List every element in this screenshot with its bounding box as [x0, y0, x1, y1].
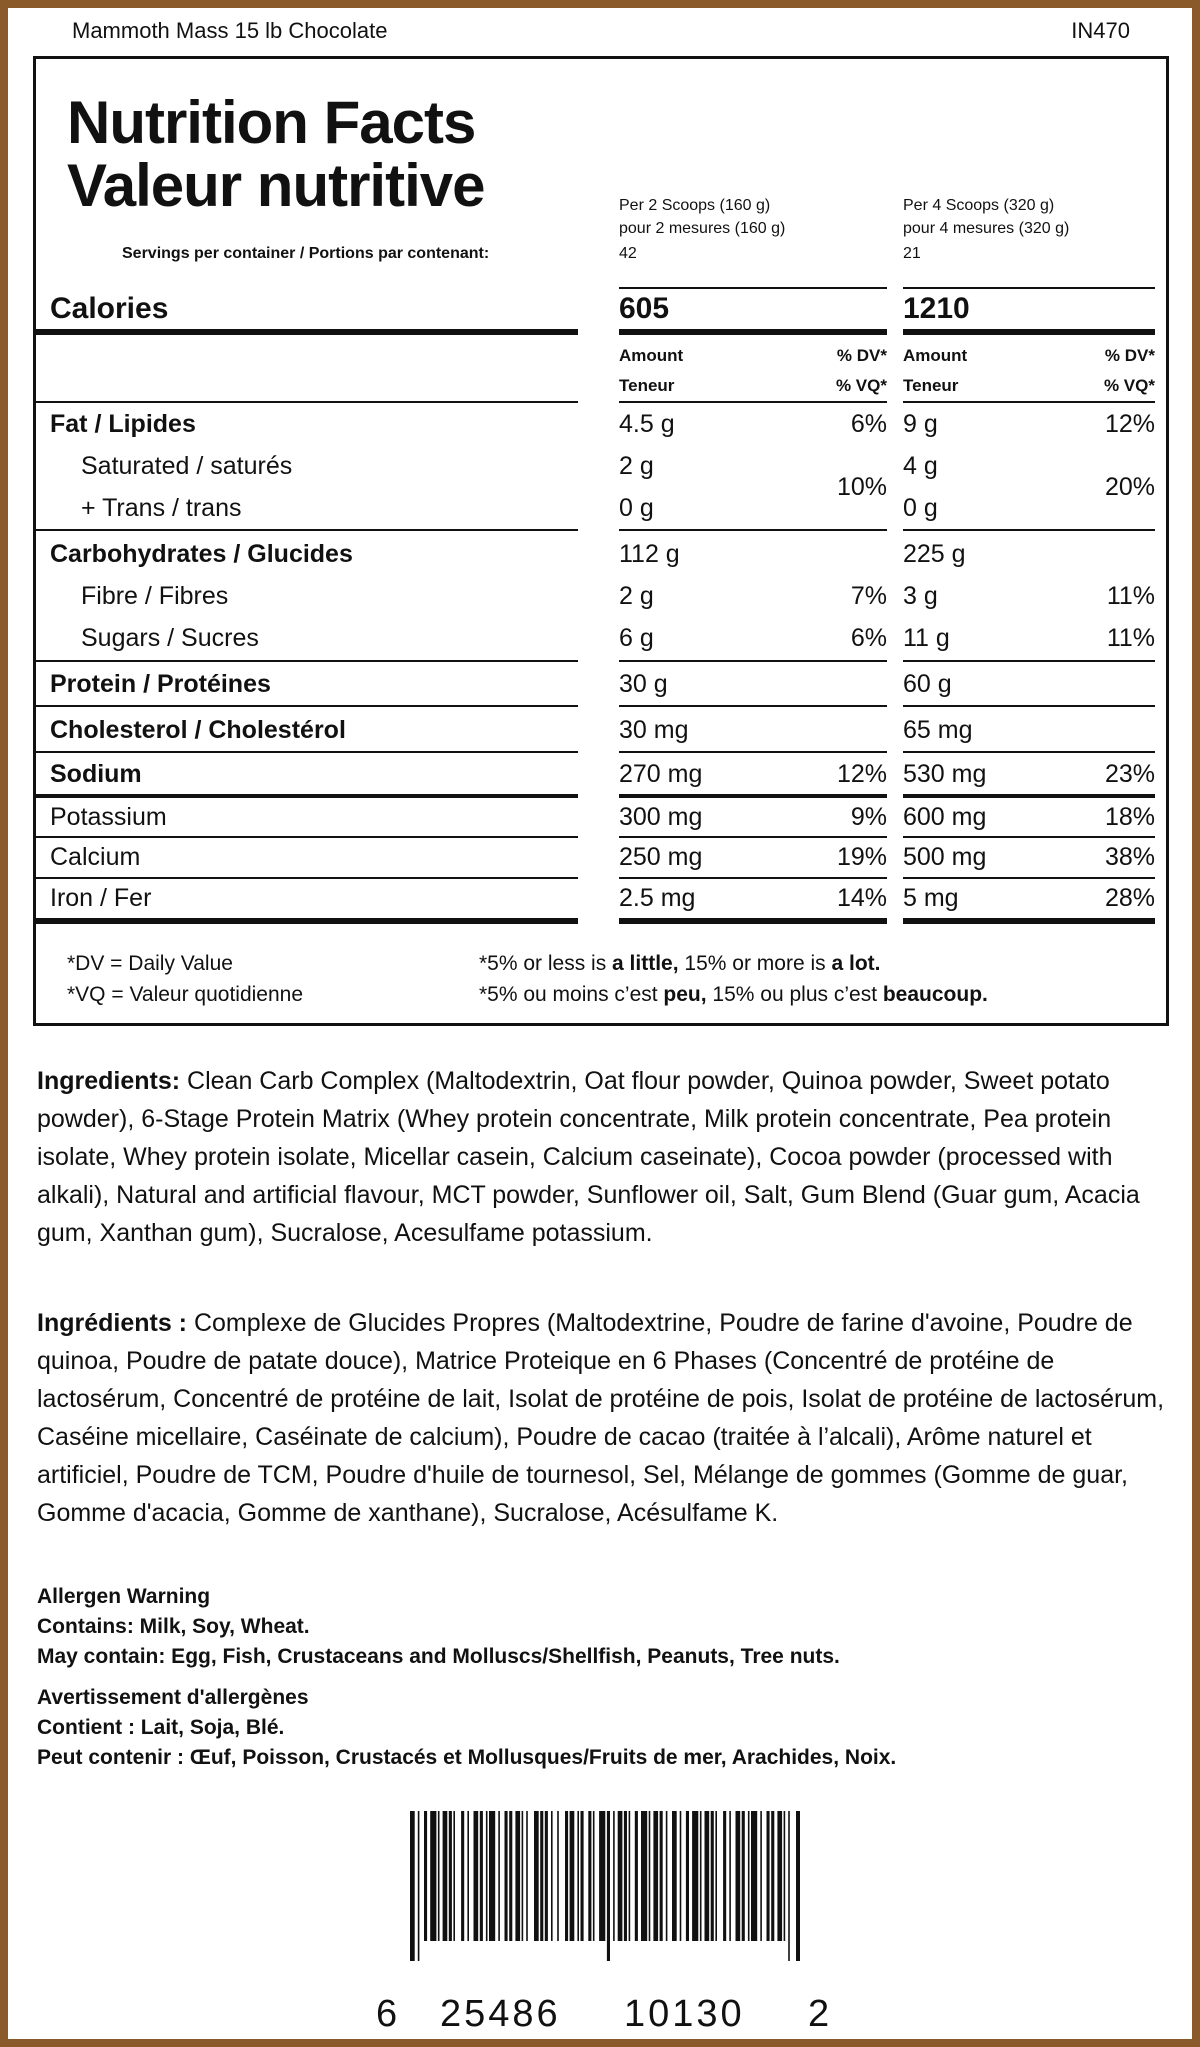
- barcode-bar: [515, 1811, 520, 1941]
- ingredients-fr: Ingrédients : Complexe de Glucides Propres (Maltodextrine, Poudre de farine d'avoine, Poudre de quinoa, Poudre de patate douce), Matrice Proteique en 6 Phases (Concentré de protéine de lactosérum, Concentré de protéine de lait, Isolat de protéine de pois, Isolat de protéine de lactosérum, Caséine micellaire, Caséinate de calcium), Poudre de cacao (traitée à l’alcali), Arôme naturel et artificiel, Poudre de TCM, Poudre d'huile de tournesol, Sel, Mélange de gommes (Gomme de guar, Gomme d'acacia, Gomme de xanthane), Sucralose, Acésulfame K.: [37, 1309, 1165, 1527]
- allergen-contains-en: Contains: Milk, Soy, Wheat.: [37, 1615, 310, 1638]
- barcode-bar: [635, 1811, 638, 1941]
- barcode-bar: [723, 1811, 726, 1941]
- barcode-bar: [748, 1811, 750, 1941]
- calories-label: Calories: [50, 292, 169, 325]
- col2-dv-header: % DV* % VQ*: [1103, 346, 1155, 395]
- nutrition-title-en: Nutrition Facts: [67, 89, 476, 156]
- col1-amount: 30 mg: [619, 716, 689, 744]
- barcode-bar: [557, 1811, 559, 1941]
- barcode-bar: [498, 1811, 500, 1941]
- col1-amount: 250 mg: [619, 843, 703, 871]
- barcode-bar: [660, 1811, 663, 1941]
- divider: [903, 529, 1155, 531]
- barcode-bar: [649, 1811, 651, 1941]
- ingredients-en: Ingredients: Clean Carb Complex (Maltodextrin, Oat flour powder, Quinoa powder, Sweet potato powder), 6-Stage Protein Matrix (Whey protein concentrate, Milk protein concentrate, Pea protein isolate, Whey protein isolate, Micellar casein, Calcium caseinate), Cocoa powder (processed with alkali), Natural and artificial flavour, MCT powder, Sunflower oil, Salt, Gum Blend (Guar gum, Acacia gum, Xanthan gum), Sucralose, Acesulfame potassium.: [37, 1067, 1140, 1247]
- barcode-bar: [486, 1811, 488, 1941]
- divider: [36, 660, 578, 662]
- col2-amount: 11 g: [903, 624, 950, 652]
- barcode-bar: [443, 1811, 448, 1941]
- barcode-bar: [686, 1811, 689, 1941]
- col2-serving-en: Per 4 Scoops (320 g): [903, 197, 1055, 214]
- barcode-bar: [453, 1811, 455, 1941]
- allergen-fr: [37, 1683, 896, 1773]
- barcode-bar: [410, 1811, 415, 1961]
- footnote-vq: *VQ = Valeur quotidienne: [67, 983, 304, 1006]
- barcode-bar: [430, 1811, 436, 1941]
- col2-dv-sat-trans: 20%: [1104, 473, 1155, 501]
- divider: [36, 794, 578, 798]
- barcode-bar: [607, 1811, 610, 1961]
- barcode-bar: [449, 1811, 452, 1941]
- barcode-bar: [418, 1811, 420, 1961]
- barcode-bar: [522, 1811, 524, 1941]
- barcode-bar: [796, 1811, 800, 1961]
- col1-servings: 42: [619, 245, 637, 262]
- col2-amount: 5 mg: [903, 884, 959, 912]
- barcode-bar: [641, 1811, 647, 1941]
- divider: [619, 877, 887, 879]
- barcode-bar: [711, 1811, 714, 1941]
- barcode-bar: [788, 1811, 790, 1961]
- col2-amount-header: Amount Teneur: [903, 346, 968, 395]
- col1-dv: 19%: [836, 843, 887, 871]
- barcode-bar: [505, 1811, 508, 1941]
- divider: [903, 705, 1155, 707]
- nutrition-title-fr: Valeur nutritive: [67, 152, 485, 219]
- divider: [619, 751, 887, 753]
- col1-amount: 6 g: [619, 624, 654, 652]
- divider: [36, 918, 578, 924]
- barcode-bar: [480, 1811, 483, 1941]
- barcode-bar: [629, 1811, 631, 1941]
- col1-amount-header: Amount Teneur: [619, 346, 684, 395]
- barcode-digit-last: 2: [808, 1993, 830, 2035]
- divider: [619, 794, 887, 798]
- barcode-bar: [705, 1811, 710, 1941]
- allergen-title-en: Allergen Warning: [37, 1585, 211, 1608]
- divider: [619, 660, 887, 662]
- barcode-bar: [784, 1811, 786, 1941]
- nutrient-label: Cholesterol / Cholestérol: [50, 716, 346, 744]
- col1-amount: 2.5 mg: [619, 884, 696, 912]
- divider: [903, 287, 1155, 289]
- col1-serving-en: Per 2 Scoops (160 g): [619, 197, 771, 214]
- divider: [903, 329, 1155, 335]
- barcode-bar: [777, 1811, 782, 1941]
- divider: [36, 329, 578, 335]
- divider: [619, 918, 887, 924]
- allergen-en: [37, 1582, 840, 1672]
- barcode-digits-left: 25486: [440, 1993, 561, 2035]
- barcode-bar: [438, 1811, 440, 1941]
- barcode-bar: [653, 1811, 658, 1941]
- allergen-may-fr: Peut contenir : Œuf, Poisson, Crustacés et Mollusques/Fruits de mer, Arachides, Noix.: [37, 1746, 897, 1769]
- col1-dv: 7%: [850, 582, 887, 610]
- barcode-bar: [424, 1811, 427, 1941]
- barcode-bar: [680, 1811, 682, 1941]
- col1-amount: 2 g: [619, 582, 654, 610]
- col2-dv: 28%: [1104, 884, 1155, 912]
- barcode-bar: [599, 1811, 605, 1941]
- col1-amount: 112 g: [619, 540, 680, 568]
- divider: [619, 401, 887, 403]
- barcode-bar: [771, 1811, 774, 1941]
- col2-amount: 65 mg: [903, 716, 973, 744]
- col1-amount: 270 mg: [619, 760, 703, 788]
- divider: [903, 918, 1155, 924]
- product-code: IN470: [1071, 18, 1130, 43]
- divider: [36, 705, 578, 707]
- divider: [619, 287, 887, 289]
- barcode-bar: [551, 1811, 553, 1941]
- barcode-bar: [760, 1811, 762, 1941]
- barcode-bar: [742, 1811, 745, 1941]
- nutrient-label: + Trans / trans: [81, 494, 242, 522]
- col1-amount: 2 g: [619, 452, 654, 480]
- col2-serving-fr: pour 4 mesures (320 g): [903, 220, 1070, 237]
- product-name: Mammoth Mass 15 lb Chocolate: [72, 18, 388, 43]
- barcode-bar: [692, 1811, 698, 1941]
- divider: [903, 877, 1155, 879]
- col1-amount: 0 g: [619, 494, 654, 522]
- col2-dv: 18%: [1104, 803, 1155, 831]
- col2-amount: 4 g: [903, 452, 938, 480]
- allergen-contains-fr: Contient : Lait, Soja, Blé.: [37, 1716, 285, 1739]
- barcode-bar: [624, 1811, 627, 1941]
- col2-servings: 21: [903, 245, 921, 262]
- col2-amount: 60 g: [903, 670, 952, 698]
- col1-calories: 605: [619, 292, 670, 325]
- divider: [36, 529, 578, 531]
- barcode-bar: [715, 1811, 717, 1941]
- barcode-bar: [613, 1811, 615, 1941]
- col1-serving-fr: pour 2 mesures (160 g): [619, 220, 786, 237]
- col1-dv-sat-trans: 10%: [836, 473, 887, 501]
- barcode-bar: [700, 1811, 702, 1941]
- footnote-en: *5% or less is a little, 15% or more is a lot.: [479, 952, 881, 975]
- barcode-bar: [581, 1811, 584, 1941]
- barcode-bar: [618, 1811, 623, 1941]
- col2-amount: 530 mg: [903, 760, 987, 788]
- col2-amount: 3 g: [903, 582, 938, 610]
- divider: [619, 329, 887, 335]
- col2-dv: 11%: [1106, 582, 1155, 610]
- barcode-bar: [540, 1811, 543, 1941]
- barcode-bar: [509, 1811, 512, 1941]
- barcode-bar: [729, 1811, 731, 1941]
- col1-dv: 14%: [836, 884, 887, 912]
- barcode-digit-first: 6: [376, 1993, 398, 2035]
- nutrient-label: Carbohydrates / Glucides: [50, 540, 353, 568]
- barcode-bar: [467, 1811, 469, 1941]
- barcode-bar: [767, 1811, 770, 1941]
- barcode-bar: [736, 1811, 741, 1941]
- divider: [903, 401, 1155, 403]
- col2-amount: 0 g: [903, 494, 938, 522]
- barcode-bar: [461, 1811, 464, 1941]
- barcode-bar: [489, 1811, 495, 1941]
- barcode-bar: [672, 1811, 677, 1941]
- servings-label: Servings per container / Portions par contenant:: [122, 245, 490, 262]
- divider: [903, 751, 1155, 753]
- nutrient-label: Fat / Lipides: [50, 410, 196, 438]
- barcode-bar: [474, 1811, 479, 1941]
- divider: [619, 529, 887, 531]
- barcode-bar: [751, 1811, 757, 1941]
- col1-dv: 9%: [850, 803, 887, 831]
- divider: [36, 751, 578, 753]
- col1-dv-header: % DV* % VQ*: [835, 346, 887, 395]
- barcode-bar: [545, 1811, 548, 1941]
- col1-amount: 30 g: [619, 670, 668, 698]
- label-sheet: [8, 8, 1192, 2039]
- barcode-bar: [565, 1811, 568, 1941]
- col2-dv: 12%: [1104, 410, 1155, 438]
- barcode-bar: [666, 1811, 668, 1941]
- col2-dv: 23%: [1104, 760, 1155, 788]
- product-header: [8, 14, 1192, 48]
- col2-amount: 600 mg: [903, 803, 987, 831]
- barcode-bar: [526, 1811, 528, 1941]
- col2-dv: 11%: [1106, 624, 1155, 652]
- col2-dv: 38%: [1104, 843, 1155, 871]
- barcode-image: [410, 1811, 800, 1961]
- barcode-bar: [577, 1811, 579, 1941]
- nutrient-label: Sodium: [50, 760, 142, 788]
- nutrient-label: Calcium: [50, 843, 141, 871]
- divider: [36, 836, 578, 838]
- nutrient-label: Fibre / Fibres: [81, 582, 229, 610]
- col1-dv: 6%: [850, 410, 887, 438]
- col2-calories: 1210: [903, 292, 970, 325]
- col1-amount: 300 mg: [619, 803, 703, 831]
- barcode-bar: [570, 1811, 575, 1941]
- nutrition-facts-table: [33, 56, 1169, 1026]
- col2-amount: 9 g: [903, 410, 938, 438]
- divider: [903, 794, 1155, 798]
- divider: [36, 401, 578, 403]
- nutrient-label: Protein / Protéines: [50, 670, 271, 698]
- col2-amount: 500 mg: [903, 843, 987, 871]
- divider: [903, 660, 1155, 662]
- divider: [619, 836, 887, 838]
- footnote-fr: *5% ou moins c’est peu, 15% ou plus c’est beaucoup.: [479, 983, 988, 1006]
- barcode-digits-right: 10130: [624, 1993, 745, 2035]
- barcode-bar: [534, 1811, 539, 1941]
- col2-amount: 225 g: [903, 540, 966, 568]
- nutrient-label: Potassium: [50, 803, 167, 831]
- col1-amount: 4.5 g: [619, 410, 675, 438]
- allergen-may-en: May contain: Egg, Fish, Crustaceans and Molluscs/Shellfish, Peanuts, Tree nuts.: [37, 1645, 840, 1668]
- footnote-dv: *DV = Daily Value: [67, 952, 233, 975]
- divider: [903, 836, 1155, 838]
- nutrient-label: Saturated / saturés: [81, 452, 293, 480]
- col1-dv: 12%: [836, 760, 887, 788]
- col1-dv: 6%: [850, 624, 887, 652]
- barcode-bar: [593, 1811, 595, 1941]
- nutrient-label: Iron / Fer: [50, 884, 152, 912]
- divider: [619, 705, 887, 707]
- divider: [36, 877, 578, 879]
- allergen-title-fr: Avertissement d'allergènes: [37, 1686, 309, 1709]
- barcode-bar: [588, 1811, 591, 1941]
- nutrient-label: Sugars / Sucres: [81, 624, 259, 652]
